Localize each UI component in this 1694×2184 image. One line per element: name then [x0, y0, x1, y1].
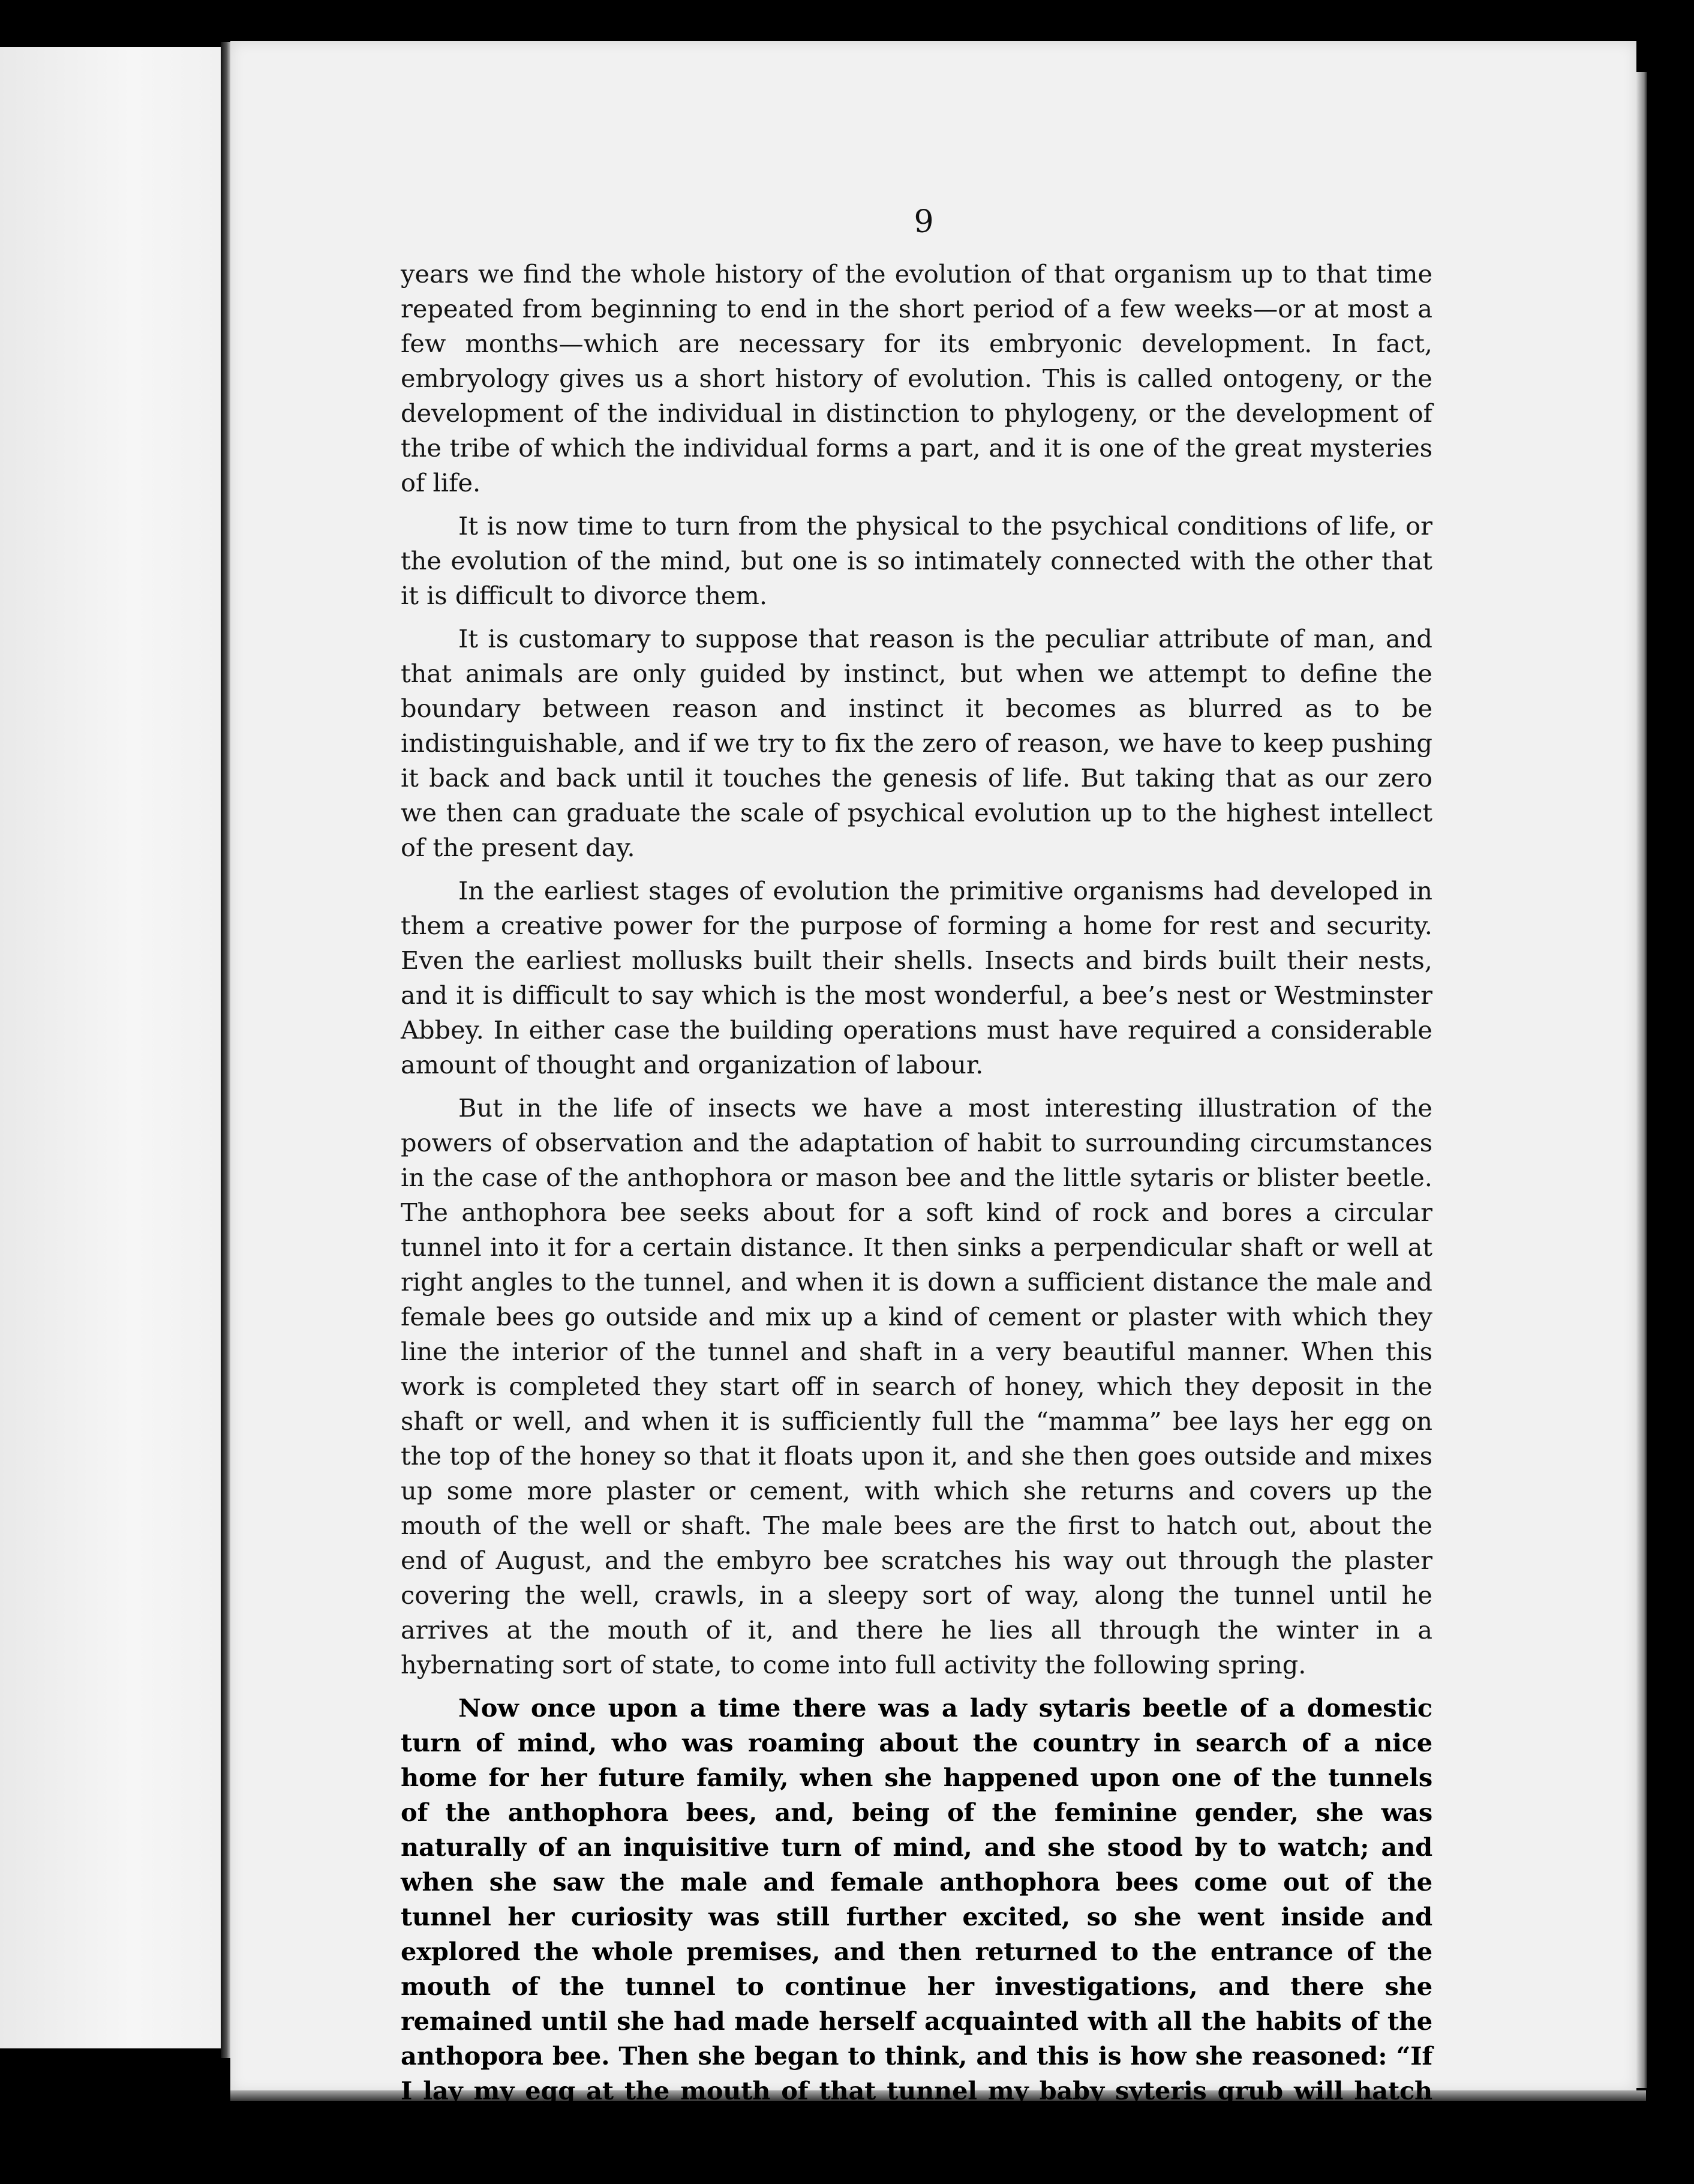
- paragraph-3: It is customary to suppose that reason is the peculiar attribute of man, and that animals are only guided by instinct, but when we attempt to define the boundary between reason and instinct it becomes as blurred as to be indistinguishable, and if we try to fix the zero of reason, we have to keep pushing it back and back until it touches the genesis of life. But taking that as our zero we then can graduate the scale of psychical evolution up to the highest intellect of the present day.: [401, 624, 1432, 862]
- paragraph-4: In the earliest stages of evolution the primitive organisms had developed in them a creative power for the purpose of forming a home for rest and security. Even the earliest mollusks built their shells. Insects and birds built their nests, and it is difficult to say which is the most wonderful, a bee’s nest or Westminster Abbey. In either case the building operations must have required a considerable amount of thought and organization of labour.: [401, 876, 1432, 1079]
- paragraph-2: It is now time to turn from the physical to the psychical conditions of life, or the evolution of the mind, but one is so intimately connected with the other that it is difficult to divorce them.: [401, 511, 1432, 610]
- paragraph-1: years we find the whole history of the evolution of that organism up to that time repeated from beginning to end in the short period of a few weeks—or at most a few months—which are necessary for its embryonic development. In fact, embryology gives us a short history of evolution. This is called ontogeny, or the development of the individual in distinction to phylogeny, or the development of the tribe of which the individual forms a part, and it is one of the great mysteries of life.: [401, 259, 1432, 497]
- paragraph-6: Now once upon a time there was a lady sytaris beetle of a domestic turn of mind, who was roaming about the country in search of a nice home for her future family, when she happened upon one of the tunnels of the anthophora bees, and, being of the feminine gender, she was naturally of an inquisitive turn of mind, and she stood by to watch; and when she saw the male and female anthophora bees come out of the tunnel her curiosity was still further excited, so she went inside and explored the whole premises, and then returned to the entrance of the mouth of the tunnel to continue her investigations, and there she remained until she had made herself acquainted with all the habits of the anthopora bee. Then she began to think, and this is how she reasoned: “If I lay my egg at the mouth of that tunnel my baby syteris grub will hatch out about the end of: [401, 1693, 1432, 2140]
- paragraph-5: But in the life of insects we have a most interesting illustration of the powers of observation and the adaptation of habit to surrounding circumstances in the case of the anthophora or mason bee and the little sytaris or blister beetle. The anthophora bee seeks about for a soft kind of rock and bores a circular tunnel into it for a certain distance. It then sinks a perpendicular shaft or well at right angles to the tunnel, and when it is down a sufficient distance the male and female bees go outside and mix up a kind of cement or plaster with which they line the interior of the tunnel and shaft in a very beautiful manner. When this work is completed they start off in search of honey, which they deposit in the shaft or well, and when it is sufficiently full the “mamma” bee lays her egg on the top of the honey so that it floats upon it, and she then goes outside and mixes up some more plaster or cement, with which she returns and covers up the mouth of the well or shaft. The male bees are the first to hatch out, about the end of August, and the embyro bee scratches his way out through the plaster covering the well, crawls, in a sleepy sort of way, along the tunnel until he arrives at the mouth of it, and there he lies all through the winter in a hybernating sort of state, to come into full activity the following spring.: [401, 1093, 1432, 1679]
- page-number: 9: [914, 204, 934, 240]
- left-page-edge: [0, 47, 223, 2048]
- page-right-edge: [1636, 72, 1647, 2088]
- book-gutter: [221, 42, 230, 2058]
- body-text: [401, 257, 1432, 2143]
